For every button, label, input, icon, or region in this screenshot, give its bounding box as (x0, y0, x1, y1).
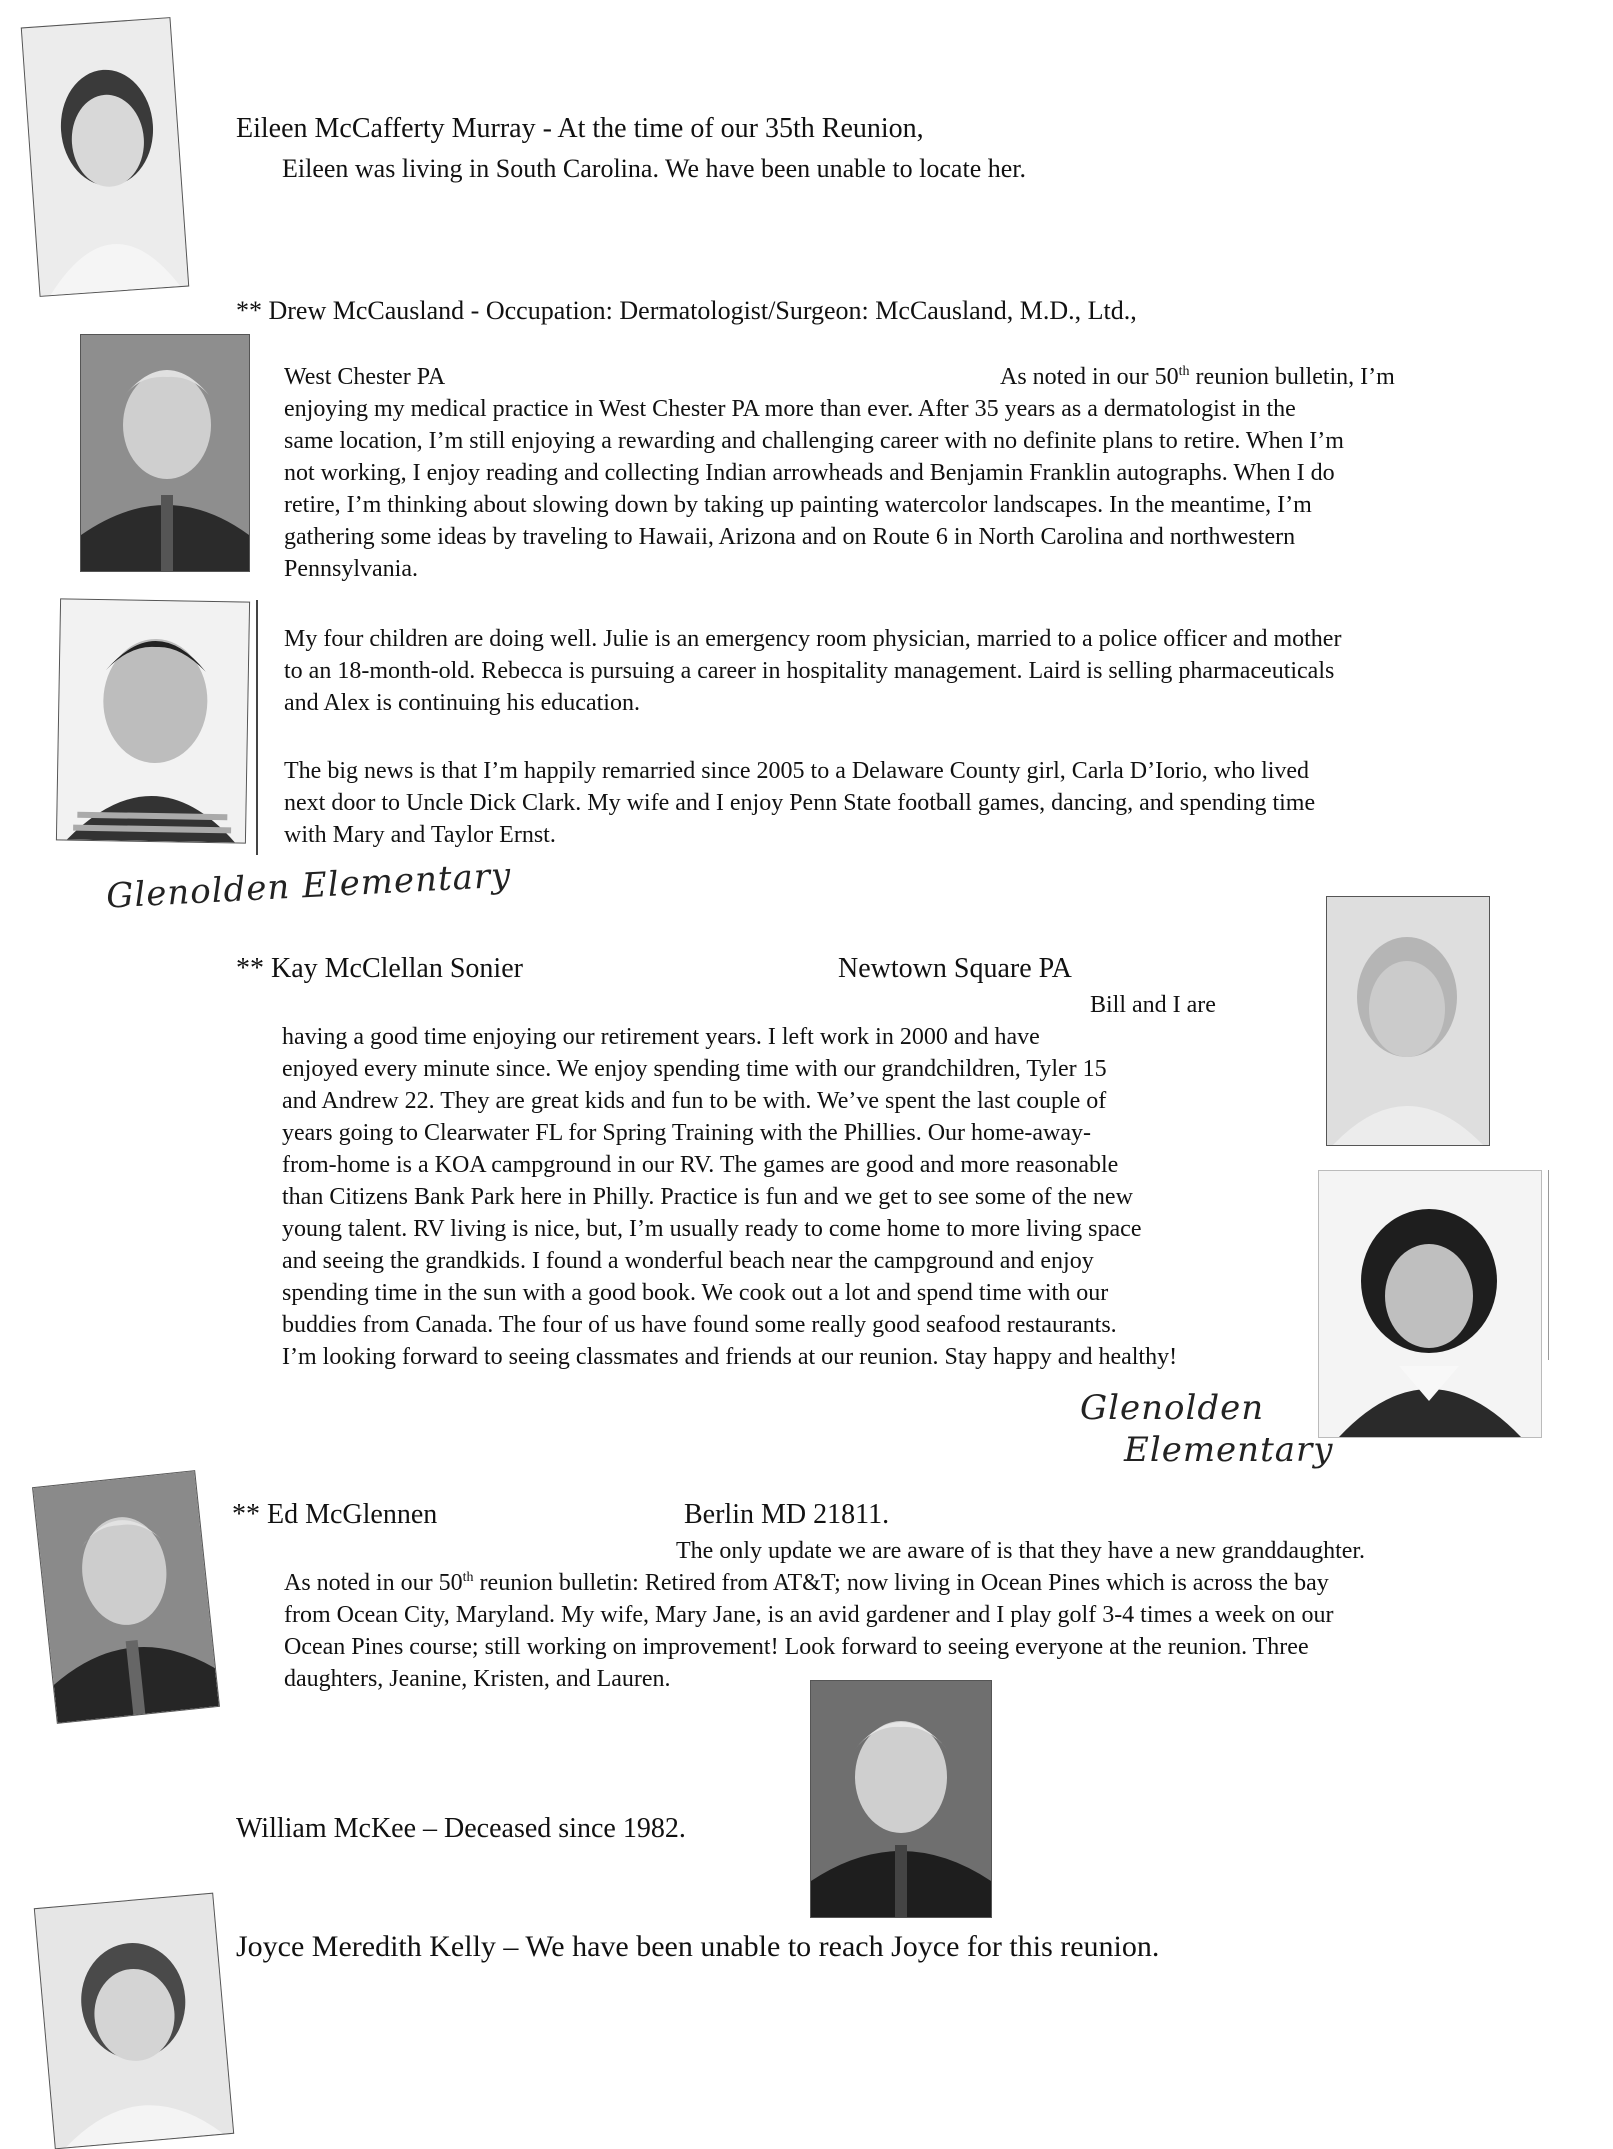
drew-p3-line: The big news is that I’m happily remarried since 2005 to a Delaware County girl, Carla D’Iorio, who lived (284, 758, 1310, 784)
drew-handwriting: Glenolden Elementary (105, 855, 513, 917)
drew-p2-line: My four children are doing well. Julie is an emergency room physician, married to a police officer and mother (284, 626, 1342, 652)
ed-heading: ** Ed McGlennen (232, 1499, 438, 1530)
portrait-icon (1319, 1171, 1541, 1437)
portrait-icon (57, 599, 249, 842)
drew-p1-line: not working, I enjoy reading and collecting Indian arrowheads and Benjamin Franklin autographs. When I do (284, 460, 1335, 486)
drew-lead-text: As noted in our 50 (1000, 364, 1179, 390)
drew-paragraph-lead (1000, 362, 1395, 392)
kay-line: spending time in the sun with a good book. We cook out a lot and spend time with our (282, 1280, 1109, 1306)
kay-handwriting-2: Elementary (1124, 1430, 1334, 1470)
drew-p3-line: next door to Uncle Dick Clark. My wife and I enjoy Penn State football games, dancing, and spending time (284, 790, 1316, 816)
kay-line: I’m looking forward to seeing classmates and friends at our reunion. Stay happy and healthy! (282, 1344, 1178, 1370)
william-heading: William McKee – Deceased since 1982. (236, 1813, 686, 1844)
kay-line: years going to Clearwater FL for Spring Training with the Phillies. Our home-away- (282, 1120, 1091, 1146)
drew-p2-line: to an 18-month-old. Rebecca is pursuing a career in hospitality management. Laird is selling pharmaceuticals (284, 658, 1335, 684)
eileen-text: Eileen was living in South Carolina. We have been unable to locate her. (282, 154, 1026, 183)
portrait-icon (811, 1681, 991, 1917)
kay-line: than Citizens Bank Park here in Philly. Practice is fun and we get to see some of the new (282, 1184, 1133, 1210)
ed-lead-sup: th (462, 1570, 474, 1585)
photo-william (810, 1680, 992, 1918)
portrait-icon (35, 1894, 233, 2149)
kay-line: young talent. RV living is nice, but, I’m usually ready to come home to more living space (282, 1216, 1142, 1242)
ed-update: The only update we are aware of is that they have a new granddaughter. (676, 1538, 1366, 1564)
photo-drew-senior (80, 334, 250, 572)
drew-p2-line: and Alex is continuing his education. (284, 690, 640, 716)
kay-line: enjoyed every minute since. We enjoy spending time with our grandchildren, Tyler 15 (282, 1056, 1107, 1082)
portrait-icon (1327, 897, 1489, 1145)
drew-p1-line: gathering some ideas by traveling to Hawaii, Arizona and on Route 6 in North Carolina and northwestern (284, 524, 1296, 550)
portrait-icon (81, 335, 249, 571)
kay-line: from-home is a KOA campground in our RV. The games are good and more reasonable (282, 1152, 1119, 1178)
portrait-icon (22, 18, 188, 296)
ed-paragraph-lead (284, 1568, 1329, 1598)
scan-rule-left (256, 600, 258, 855)
drew-p1-line: Pennsylvania. (284, 556, 418, 582)
scan-rule-right (1548, 1170, 1549, 1360)
photo-drew-child (56, 598, 250, 843)
drew-p1-line: enjoying my medical practice in West Chester PA more than ever. After 35 years as a dermatologist in the (284, 396, 1296, 422)
kay-handwriting-1: Glenolden (1080, 1388, 1265, 1428)
drew-p1-line: retire, I’m thinking about slowing down by taking up painting watercolor landscapes. In the meantime, I’m (284, 492, 1312, 518)
ed-line: daughters, Jeanine, Kristen, and Lauren. (284, 1666, 671, 1692)
kay-line: Bill and I are (1090, 992, 1216, 1018)
eileen-heading: Eileen McCafferty Murray - At the time of our 35th Reunion, (236, 113, 924, 144)
ed-line: Ocean Pines course; still working on improvement! Look forward to seeing everyone at the reunion. Three (284, 1634, 1309, 1660)
drew-lead-text-2: reunion bulletin, I’m (1189, 364, 1395, 390)
drew-heading: ** Drew McCausland - Occupation: Dermatologist/Surgeon: McCausland, M.D., Ltd., (236, 296, 1137, 325)
drew-lead-sup: th (1178, 364, 1190, 379)
photo-kay-child (1318, 1170, 1542, 1438)
photo-ed (32, 1470, 220, 1724)
kay-location: Newtown Square PA (838, 953, 1072, 984)
photo-kay-senior (1326, 896, 1490, 1146)
kay-line: and seeing the grandkids. I found a wonderful beach near the campground and enjoy (282, 1248, 1094, 1274)
ed-lead-text: As noted in our 50 (284, 1570, 463, 1596)
kay-line: buddies from Canada. The four of us have found some really good seafood restaurants. (282, 1312, 1117, 1338)
kay-heading: ** Kay McClellan Sonier (236, 953, 523, 984)
drew-location: West Chester PA (284, 364, 446, 390)
photo-joyce (34, 1893, 234, 2149)
kay-line: having a good time enjoying our retirement years. I left work in 2000 and have (282, 1024, 1040, 1050)
joyce-heading: Joyce Meredith Kelly – We have been unable to reach Joyce for this reunion. (236, 1930, 1160, 1963)
portrait-icon (33, 1471, 219, 1723)
photo-eileen (21, 17, 189, 297)
ed-location: Berlin MD 21811. (684, 1499, 890, 1530)
drew-p1-line: same location, I’m still enjoying a rewarding and challenging career with no definite plans to retire. When I’m (284, 428, 1344, 454)
drew-p3-line: with Mary and Taylor Ernst. (284, 822, 556, 848)
ed-line: from Ocean City, Maryland. My wife, Mary Jane, is an avid gardener and I play golf 3-4 times a week on our (284, 1602, 1334, 1628)
ed-lead-text-2: reunion bulletin: Retired from AT&T; now living in Ocean Pines which is across the bay (473, 1570, 1329, 1596)
kay-line: and Andrew 22. They are great kids and fun to be with. We’ve spent the last couple of (282, 1088, 1107, 1114)
